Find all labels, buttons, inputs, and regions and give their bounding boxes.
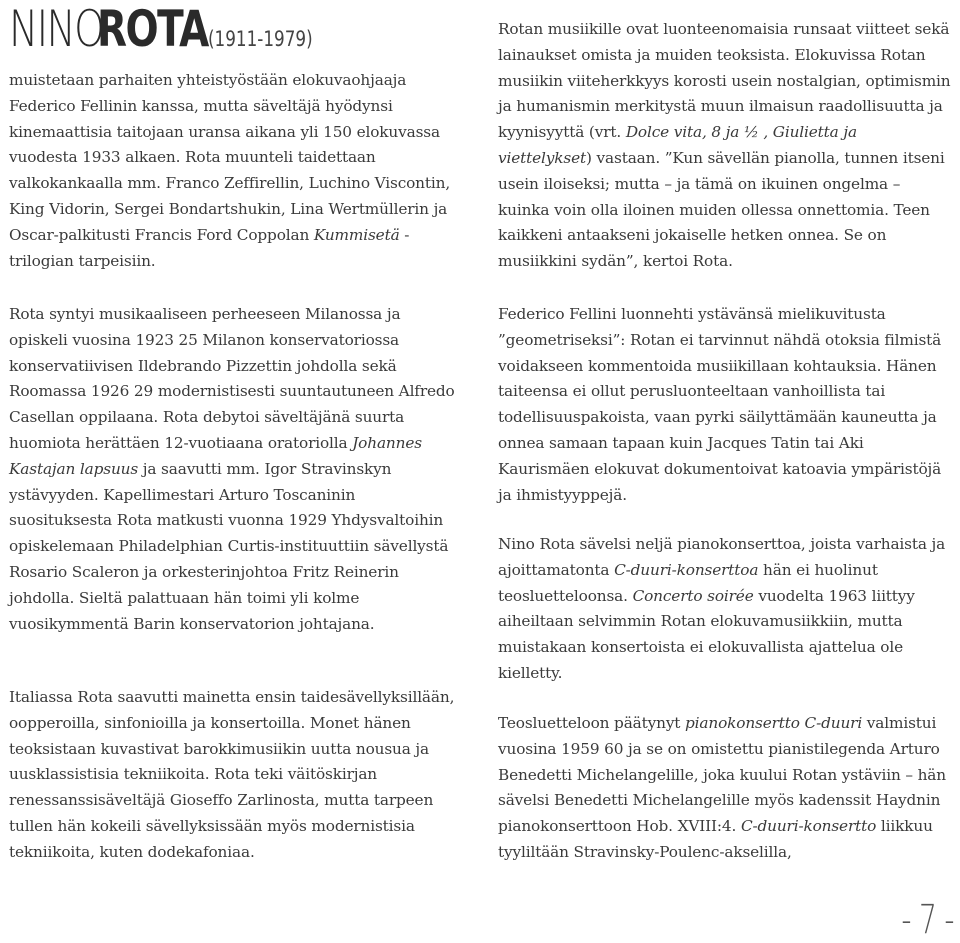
text-run: ) vastaan. ”Kun sävellän pianolla, tunnen itseni usein iloiseksi; mutta – ja tämä on ikuinen ongelma – kuinka voin olla iloinen muiden ollessa onnettomia. Teen kaikkeni antaakseni jokaiselle hetken onnea. Se on musiikkini sydän”, kertoi Rota. <box>498 148 945 271</box>
article-title <box>9 0 339 58</box>
right-paragraph-4 <box>498 711 953 866</box>
title-first-name: NINO <box>9 0 104 58</box>
left-paragraph-1 <box>9 68 461 274</box>
text-run: liikkuu tyyliltään Stravinsky-Poulenc-akselilla, <box>498 817 933 861</box>
text-run: Nino Rota sävelsi neljä pianokonserttoa, joista varhaista ja ajoittamatonta <box>498 535 946 579</box>
italic-title: Johannes Kastajan lapsuus <box>9 433 422 478</box>
italic-title: C-duuri-konserttoa <box>614 560 759 579</box>
text-run: vuodelta 1963 liittyy aiheiltaan selvimmin Rotan elokuvamusiikkiin, mutta muistakaan konsertoista ei elokuvallista ajattelua ole kielletty. <box>498 586 915 682</box>
italic-title: Concerto soirée <box>632 586 754 605</box>
page-number: - 7 - <box>901 897 954 943</box>
text-run: Teosluetteloon päätynyt <box>498 714 686 732</box>
text-run: -trilogian tarpeisiin. <box>9 225 410 270</box>
right-paragraph-1 <box>498 17 953 275</box>
left-paragraph-3 <box>9 685 461 866</box>
text-run: valmistui vuosina 1959 60 ja se on omistettu pianistilegenda Arturo Benedetti Michelangelille, joka kuului Rotan ystäviin – hän sävelsi Benedetti Michelangelille myös kadenssit Haydnin pianokonserttoon Hob. XVIII:4. <box>498 714 946 836</box>
title-last-name: ROTA <box>97 0 208 58</box>
text-run: muistetaan parhaiten yhteistyöstään elokuvaohjaaja Federico Fellinin kanssa, mutta säveltäjä hyödynsi kinemaattisia taitojaan uransa aikana yli 150 elokuvassa vuodesta 1933 alkaen. Rota muunteli taidettaan valkokankaalla mm. Franco Zeffirellin, Luchino Viscontin, King Vidorin, Sergei Bondartshukin, Lina Wertmüllerin ja Oscar-palkitusti Francis Ford Coppolan <box>9 71 451 244</box>
title-years: (1911-1979) <box>208 27 313 51</box>
right-paragraph-2 <box>498 302 953 508</box>
italic-title: Dolce vita, 8 ja ½ , Giulietta ja viettelykset <box>498 123 857 167</box>
text-run: ja saavutti mm. Igor Stravinskyn ystävyyden. Kapellimestari Arturo Toscaninin suosituksesta Rota matkusti vuonna 1929 Yhdysvaltoihin opiskelemaan Philadelphian Curtis-instituuttiin sävellystä Rosario Scaleron ja orkesterinjohtoa Fritz Reinerin johdolla. Sieltä palattuaan hän toimi yli kolme vuosikymmentä Barin konservatorion johtajana. <box>9 459 449 633</box>
italic-title: pianokonsertto C-duuri <box>685 714 863 732</box>
text-run: Rotan musiikille ovat luonteenomaisia runsaat viitteet sekä lainaukset omista ja muiden teoksista. Elokuvissa Rotan musiikin viiteherkkyys korosti usein nostalgian, optimismin ja humanismin merkitystä muun ilmaisun raadollisuutta ja kyynisyyttä (vrt. <box>498 20 951 142</box>
text-run: Federico Fellini luonnehti ystävänsä mielikuvitusta ”geometriseksi”: Rotan ei tarvinnut nähdä otoksia filmistä voidakseen kommentoida musiikillaan kohtauksia. Hänen taiteensa ei ollut perusluonteeltaan vanhoillista tai todellisuuspakoista, vaan pyrki säilyttämään kauneutta ja onnea samaan tapaan kuin Jacques Tatin tai Aki Kaurismäen elokuvat dokumentoivat katoavia ympäristöjä ja ihmistyyppejä. <box>498 305 942 504</box>
left-paragraph-2 <box>9 302 461 637</box>
italic-title: Kummisetä <box>313 225 400 244</box>
text-run: hän ei huolinut teosluetteloonsa. <box>498 560 878 605</box>
text-run: Italiassa Rota saavutti mainetta ensin taidesävellyksillään, oopperoilla, sinfonioilla ja konsertoilla. Monet hänen teoksistaan kuvastivat barokkimusiikin uutta nousua ja uusklassistisia tekniikoita. Rota teki väitöskirjan renessanssisäveltäjä Gioseffo Zarlinosta, mutta tarpeen tullen hän kokeili sävellyksissään myös modernistisia tekniikoita, kuten dodekafoniaa. <box>9 688 455 861</box>
text-run: Rota syntyi musikaaliseen perheeseen Milanossa ja opiskeli vuosina 1923 25 Milanon konservatoriossa konservatiivisen Ildebrando Pizzettin johdolla sekä Roomassa 1926 29 modernistisesti suuntautuneen Alfredo Casellan oppilaana. Rota debytoi säveltäjänä suurta huomiota herättäen 12-vuotiaana oratoriolla <box>9 305 455 452</box>
italic-title: C-duuri-konsertto <box>740 817 877 836</box>
right-paragraph-3 <box>498 532 953 687</box>
